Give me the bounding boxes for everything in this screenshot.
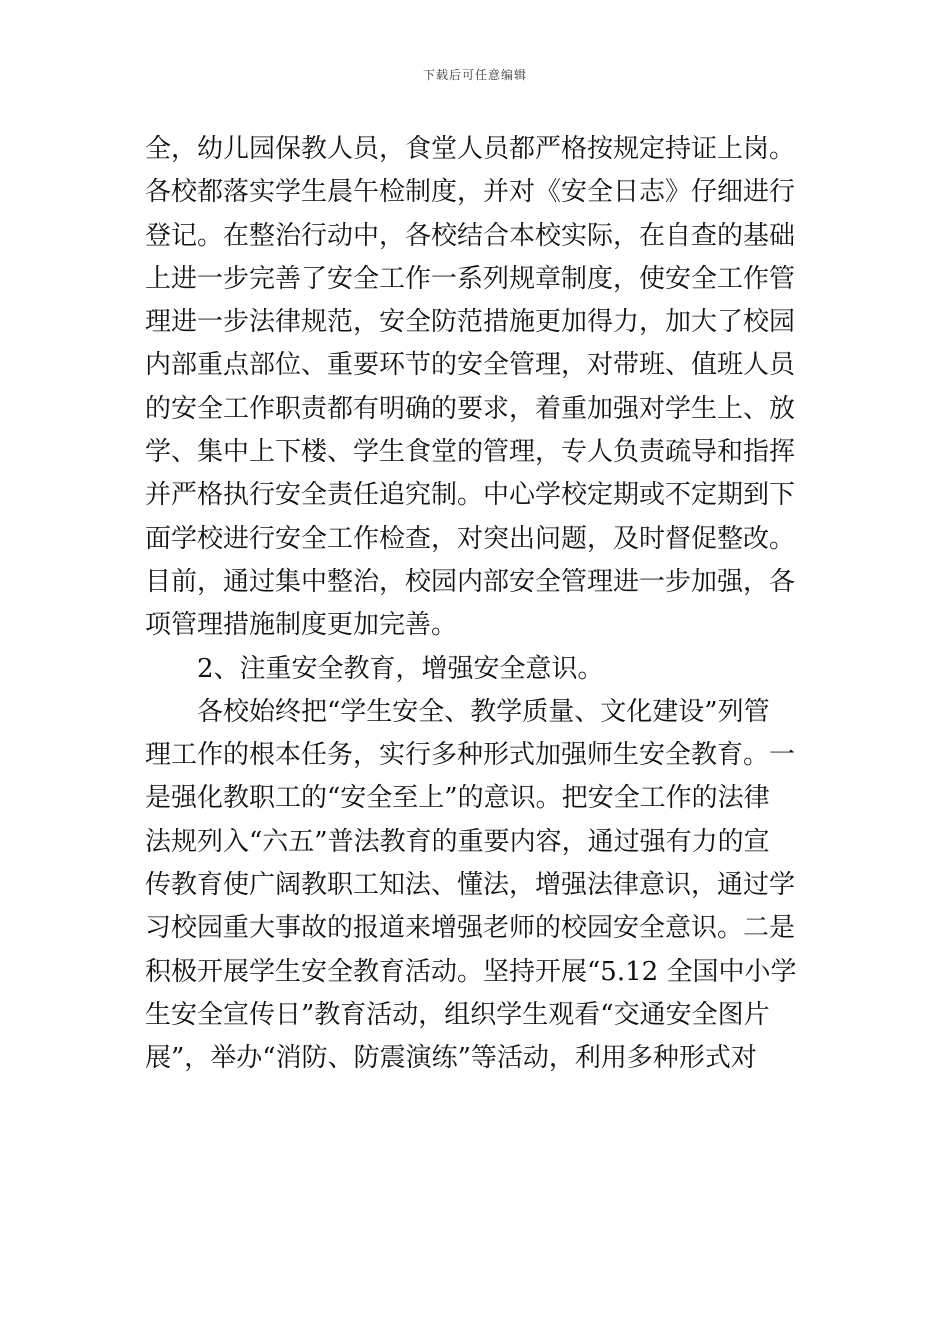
paragraph-first-line: 各校始终把“学生安全、教学质量、文化建设”列管 xyxy=(197,696,770,727)
text-line: 积极开展学生安全教育活动。坚持开展“5.12 全国中小学 xyxy=(145,956,797,987)
text-line: 学、集中上下楼、学生食堂的管理，专人负责疏导和指挥 xyxy=(145,437,796,468)
header-note: 下载后可任意编辑 xyxy=(422,68,527,82)
text-line: 登记。在整治行动中，各校结合本校实际，在自查的基础 xyxy=(145,220,796,251)
body-text xyxy=(145,128,813,1081)
text-line: 习校园重大事故的报道来增强老师的校园安全意识。二是 xyxy=(145,913,796,944)
text-line: 并严格执行安全责任追究制。中心学校定期或不定期到下 xyxy=(145,480,796,511)
section-heading: 2、注重安全教育，增强安全意识。 xyxy=(197,653,604,684)
text-line: 生安全宣传日”教育活动，组织学生观看“交通安全图片 xyxy=(145,999,770,1030)
text-line: 项管理措施制度更加完善。 xyxy=(145,610,458,641)
text-line: 上进一步完善了安全工作一系列规章制度，使安全工作管 xyxy=(145,263,796,294)
text-line: 是强化教职工的“安全至上”的意识。把安全工作的法律 xyxy=(145,783,770,814)
text-line: 传教育使广阔教职工知法、懂法，增强法律意识，通过学 xyxy=(145,870,796,901)
text-line: 全，幼儿园保教人员，食堂人员都严格按规定持证上岗。 xyxy=(145,134,796,164)
text-line: 理进一步法律规范，安全防范措施更加得力，加大了校园 xyxy=(145,307,796,338)
text-line: 展”，举办“消防、防震演练”等活动，利用多种形式对 xyxy=(145,1043,757,1074)
text-line: 的安全工作职责都有明确的要求，着重加强对学生上、放 xyxy=(145,393,796,424)
text-line: 面学校进行安全工作检查，对突出问题，及时督促整改。 xyxy=(145,523,796,554)
text-line: 法规列入“六五”普法教育的重要内容，通过强有力的宣 xyxy=(145,826,770,857)
text-line: 各校都落实学生晨午检制度，并对《安全日志》仔细进行 xyxy=(145,177,796,208)
text-line: 理工作的根本任务，实行多种形式加强师生安全教育。一 xyxy=(145,740,796,771)
text-line: 目前，通过集中整治，校园内部安全管理进一步加强，各 xyxy=(145,566,796,597)
text-line: 内部重点部位、重要环节的安全管理，对带班、值班人员 xyxy=(145,350,796,381)
